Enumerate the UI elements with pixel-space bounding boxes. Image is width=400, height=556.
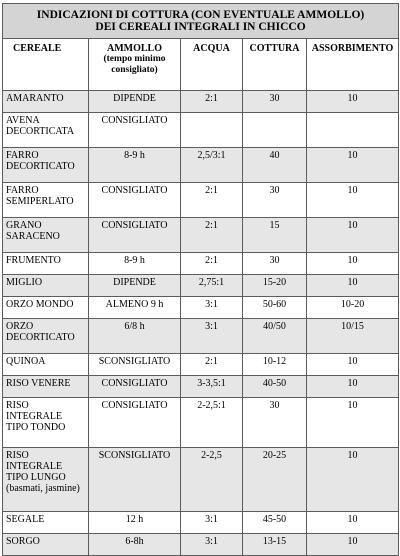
cell-cereale: RISO VENERE <box>3 376 89 398</box>
cell-cottura: 30 <box>243 91 307 113</box>
cell-acqua: 2:1 <box>181 354 243 376</box>
title-line-2: DEI CEREALI INTEGRALI IN CHICCO <box>95 21 306 33</box>
cell-cottura: 10-12 <box>243 354 307 376</box>
title-line-1: INDICAZIONI DI COTTURA (CON EVENTUALE AMMOLLO) <box>36 8 365 21</box>
cell-cottura: 40 <box>243 148 307 183</box>
header-assorbimento: ASSORBIMENTO <box>307 39 399 91</box>
cell-cottura: 30 <box>243 398 307 448</box>
cell-ammollo: 6/8 h <box>89 319 181 354</box>
table-row <box>3 275 399 297</box>
cell-assorbimento: 10 <box>307 534 399 556</box>
cell-assorbimento: 10 <box>307 354 399 376</box>
cell-ammollo: SCONSIGLIATO <box>89 448 181 512</box>
table-row <box>3 354 399 376</box>
cell-ammollo: SCONSIGLIATO <box>89 354 181 376</box>
table-row <box>3 512 399 534</box>
cell-ammollo: DIPENDE <box>89 91 181 113</box>
cell-acqua: 2:1 <box>181 218 243 253</box>
cell-acqua: 2:1 <box>181 183 243 218</box>
cell-acqua: 3:1 <box>181 319 243 354</box>
cell-cereale: SORGO <box>3 534 89 556</box>
cell-ammollo: 8-9 h <box>89 253 181 275</box>
cell-assorbimento: 10 <box>307 253 399 275</box>
cell-assorbimento: 10 <box>307 91 399 113</box>
cell-cottura: 15 <box>243 218 307 253</box>
cell-assorbimento: 10 <box>307 398 399 448</box>
cell-acqua <box>181 113 243 148</box>
cell-cereale: FARRO DECORTICATO <box>3 148 89 183</box>
cell-cottura: 30 <box>243 253 307 275</box>
cell-cottura <box>243 113 307 148</box>
header-row <box>3 39 399 91</box>
table-row <box>3 398 399 448</box>
cell-cottura: 45-50 <box>243 512 307 534</box>
cell-ammollo: CONSIGLIATO <box>89 218 181 253</box>
cell-cottura: 50-60 <box>243 297 307 319</box>
cell-acqua: 3:1 <box>181 512 243 534</box>
cell-assorbimento: 10 <box>307 275 399 297</box>
cell-ammollo: CONSIGLIATO <box>89 113 181 148</box>
cell-ammollo: DIPENDE <box>89 275 181 297</box>
table-row <box>3 448 399 512</box>
cell-acqua: 2-2,5 <box>181 448 243 512</box>
cell-ammollo: CONSIGLIATO <box>89 183 181 218</box>
cell-cottura: 13-15 <box>243 534 307 556</box>
cell-acqua: 3-3,5:1 <box>181 376 243 398</box>
cell-cereale: AVENA DECORTICATA <box>3 113 89 148</box>
table-row <box>3 534 399 556</box>
cooking-table <box>2 3 399 556</box>
header-cottura: COTTURA <box>243 39 307 91</box>
cell-assorbimento: 10 <box>307 218 399 253</box>
cell-acqua: 2-2,5:1 <box>181 398 243 448</box>
cell-cereale: FARRO SEMIPERLATO <box>3 183 89 218</box>
table-row <box>3 218 399 253</box>
cell-cereale: AMARANTO <box>3 91 89 113</box>
table-row <box>3 148 399 183</box>
cell-assorbimento: 10 <box>307 448 399 512</box>
cell-cereale: ORZO DECORTICATO <box>3 319 89 354</box>
cell-acqua: 2:1 <box>181 91 243 113</box>
cell-cereale: QUINOA <box>3 354 89 376</box>
cell-ammollo: CONSIGLIATO <box>89 376 181 398</box>
cell-ammollo: 12 h <box>89 512 181 534</box>
header-acqua: ACQUA <box>181 39 243 91</box>
cell-acqua: 3:1 <box>181 297 243 319</box>
cell-acqua: 2,5/3:1 <box>181 148 243 183</box>
header-ammollo-label: AMMOLLO <box>107 43 162 54</box>
title-row <box>3 4 399 39</box>
table-row <box>3 319 399 354</box>
table-row <box>3 91 399 113</box>
cell-ammollo: 6-8h <box>89 534 181 556</box>
table-row <box>3 376 399 398</box>
header-ammollo <box>89 39 181 91</box>
cell-acqua: 2,75:1 <box>181 275 243 297</box>
cell-assorbimento <box>307 113 399 148</box>
cell-cereale: RISO INTEGRALE TIPO TONDO <box>3 398 89 448</box>
cell-acqua: 3:1 <box>181 534 243 556</box>
cell-assorbimento: 10 <box>307 183 399 218</box>
cell-ammollo: ALMENO 9 h <box>89 297 181 319</box>
cell-ammollo: CONSIGLIATO <box>89 398 181 448</box>
cell-cottura: 15-20 <box>243 275 307 297</box>
cell-cereale: ORZO MONDO <box>3 297 89 319</box>
cell-cottura: 40-50 <box>243 376 307 398</box>
table-row <box>3 297 399 319</box>
cell-assorbimento: 10 <box>307 376 399 398</box>
cell-cereale: SEGALE <box>3 512 89 534</box>
cell-cottura: 20-25 <box>243 448 307 512</box>
cell-assorbimento: 10 <box>307 512 399 534</box>
cell-cereale: RISO INTEGRALE TIPO LUNGO (basmati, jasmine) <box>3 448 89 512</box>
cell-assorbimento: 10-20 <box>307 297 399 319</box>
cell-ammollo: 8-9 h <box>89 148 181 183</box>
cell-cereale: FRUMENTO <box>3 253 89 275</box>
table-row <box>3 113 399 148</box>
table-title <box>3 4 399 39</box>
table-row <box>3 253 399 275</box>
cell-acqua: 2:1 <box>181 253 243 275</box>
cell-cottura: 40/50 <box>243 319 307 354</box>
cell-assorbimento: 10/15 <box>307 319 399 354</box>
header-cereale: CEREALE <box>3 39 89 91</box>
cell-cottura: 30 <box>243 183 307 218</box>
table-row <box>3 183 399 218</box>
header-ammollo-sub: (tempo minimo consigliato) <box>103 54 166 75</box>
cell-cereale: GRANO SARACENO <box>3 218 89 253</box>
cell-assorbimento: 10 <box>307 148 399 183</box>
cell-cereale: MIGLIO <box>3 275 89 297</box>
